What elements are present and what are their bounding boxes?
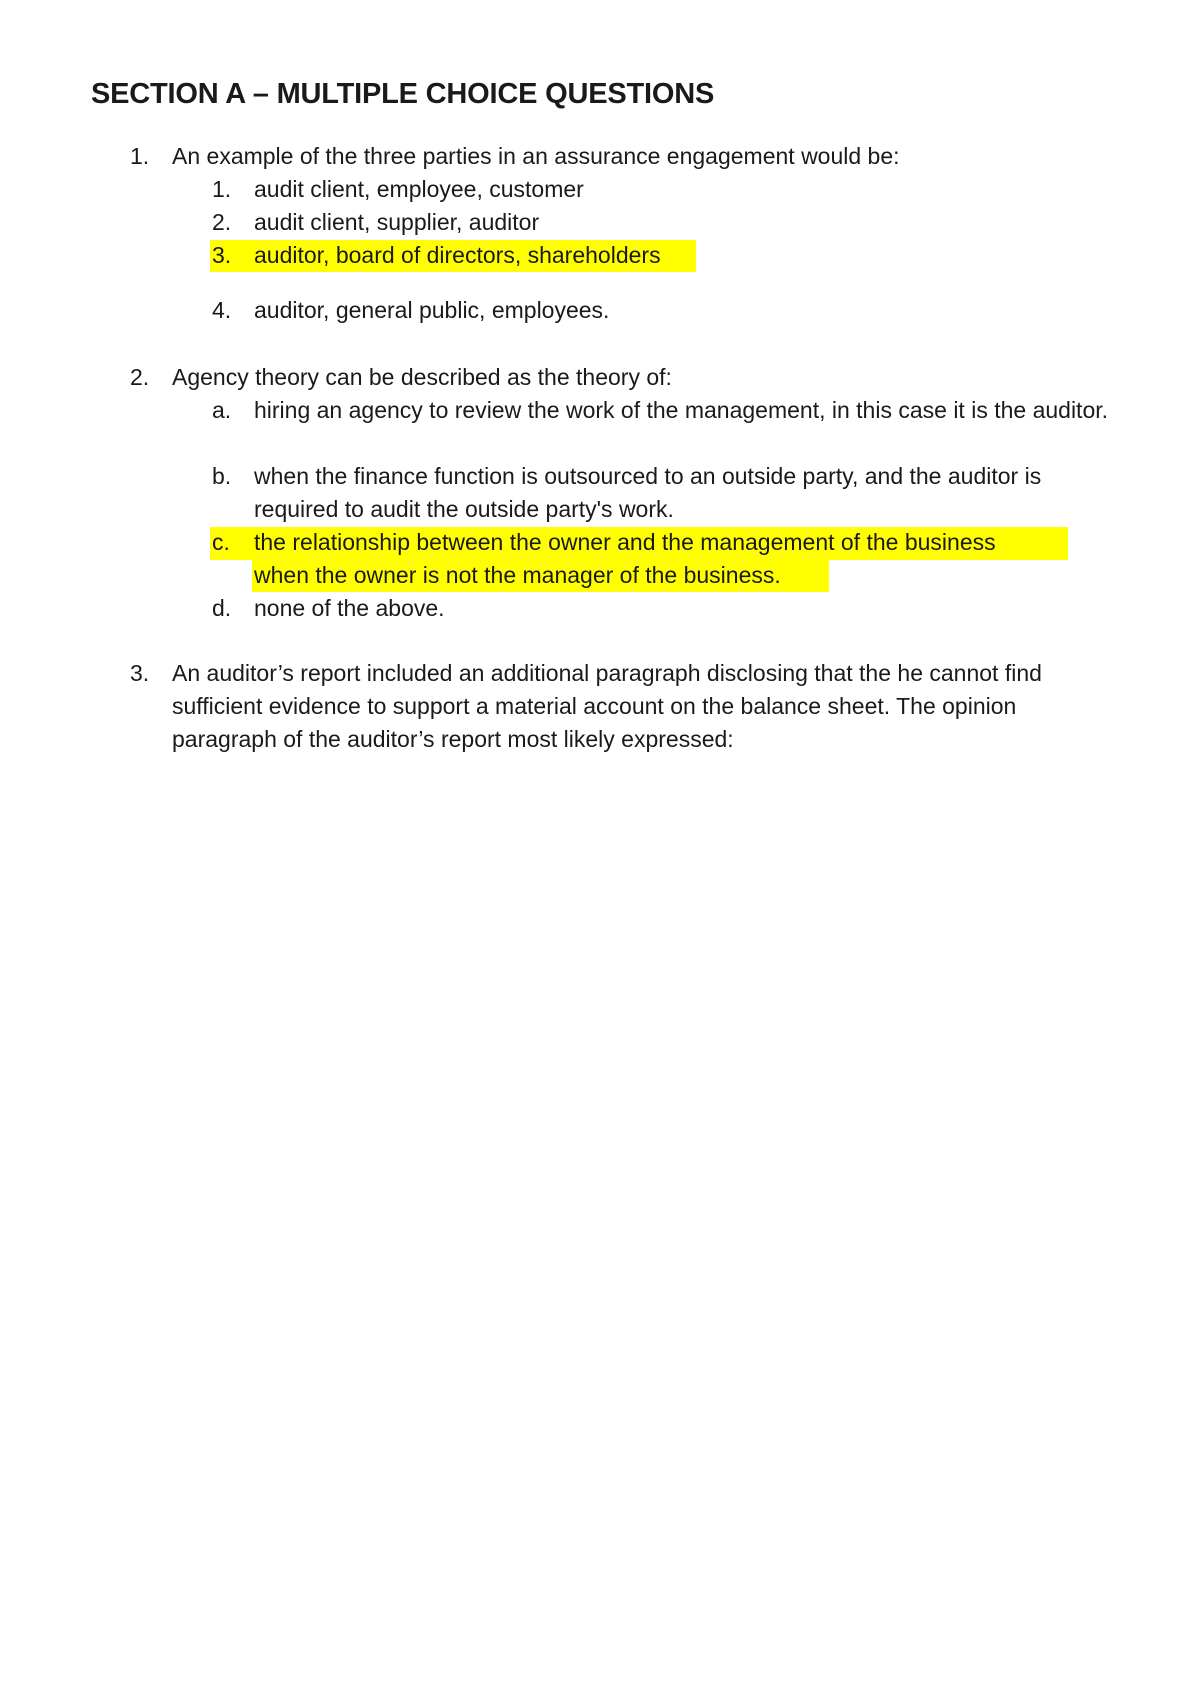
- section-title: SECTION A – MULTIPLE CHOICE QUESTIONS: [91, 78, 715, 110]
- option-marker: c.: [212, 529, 230, 555]
- option-marker: 3.: [212, 242, 232, 268]
- question-number: 3.: [130, 660, 150, 686]
- option-marker: 2.: [212, 209, 232, 235]
- option-marker: a.: [212, 397, 232, 423]
- option-text: hiring an agency to review the work of the management, in this case it is the auditor.: [254, 397, 1109, 423]
- option-marker: 1.: [212, 176, 232, 202]
- option-text-line-2: when the owner is not the manager of the business.: [254, 562, 781, 588]
- option-marker: d.: [212, 595, 232, 621]
- question-text: An auditor’s report included an additional paragraph disclosing that the he cannot find sufficient evidence to support a material account on the balance sheet. The opinion paragraph of the auditor’s report most likely expressed:: [172, 660, 1042, 752]
- option-text: when the finance function is outsourced to an outside party, and the auditor is required to audit the outside party's work.: [254, 463, 1042, 522]
- option-text: auditor, general public, employees.: [254, 297, 610, 323]
- question-text: Agency theory can be described as the theory of:: [172, 364, 672, 390]
- question-text: An example of the three parties in an assurance engagement would be:: [172, 143, 900, 169]
- option-text: none of the above.: [254, 595, 445, 621]
- question-number: 1.: [130, 143, 150, 169]
- option-text: audit client, employee, customer: [254, 176, 584, 202]
- option-text: auditor, board of directors, shareholders: [254, 242, 661, 268]
- option-text: audit client, supplier, auditor: [254, 209, 540, 235]
- option-marker: b.: [212, 463, 232, 489]
- option-text-line-1: the relationship between the owner and the management of the business: [254, 529, 996, 555]
- question-number: 2.: [130, 364, 150, 390]
- option-marker: 4.: [212, 297, 232, 323]
